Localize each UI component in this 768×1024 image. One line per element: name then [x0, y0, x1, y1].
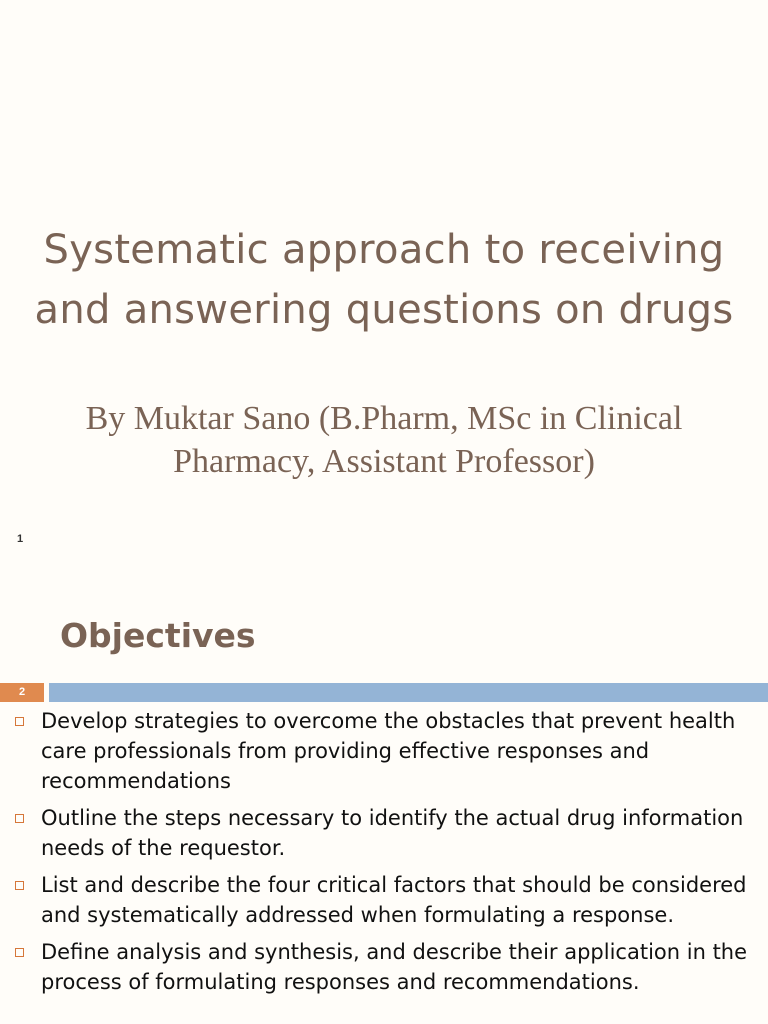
subtitle-line-1: By Muktar Sano (B.Pharm, MSc in Clinical: [85, 400, 683, 437]
page-number: 1: [17, 533, 24, 545]
header-bar: [49, 683, 768, 702]
objectives-list: [0, 706, 768, 1004]
list-item: [0, 870, 768, 930]
subtitle-line-2: Pharmacy, Assistant Professor): [173, 443, 595, 480]
objectives-title: Objectives: [60, 616, 256, 655]
list-item: [0, 706, 768, 796]
slide-subtitle: [40, 397, 728, 483]
bullet-text: Outline the steps necessary to identify the actual drug information needs of the requestor.: [41, 806, 744, 860]
list-item: [0, 803, 768, 863]
square-bullet-icon: [15, 948, 24, 957]
square-bullet-icon: [15, 717, 24, 726]
square-bullet-icon: [15, 881, 24, 890]
bullet-text: Develop strategies to overcome the obstacles that prevent health care professionals from providing effective responses and recommendations: [41, 709, 736, 793]
title-line-1: Systematic approach to receiving: [43, 227, 725, 273]
slide-title: [20, 220, 748, 340]
square-bullet-icon: [15, 814, 24, 823]
bullet-text: List and describe the four critical factors that should be considered and systematically addressed when formulating a response.: [41, 873, 747, 927]
title-line-2: and answering questions on drugs: [34, 287, 734, 333]
page-number-badge: 2: [0, 683, 44, 702]
list-item: [0, 937, 768, 997]
bullet-text: Define analysis and synthesis, and describe their application in the process of formulating responses and recommendations.: [41, 940, 748, 994]
